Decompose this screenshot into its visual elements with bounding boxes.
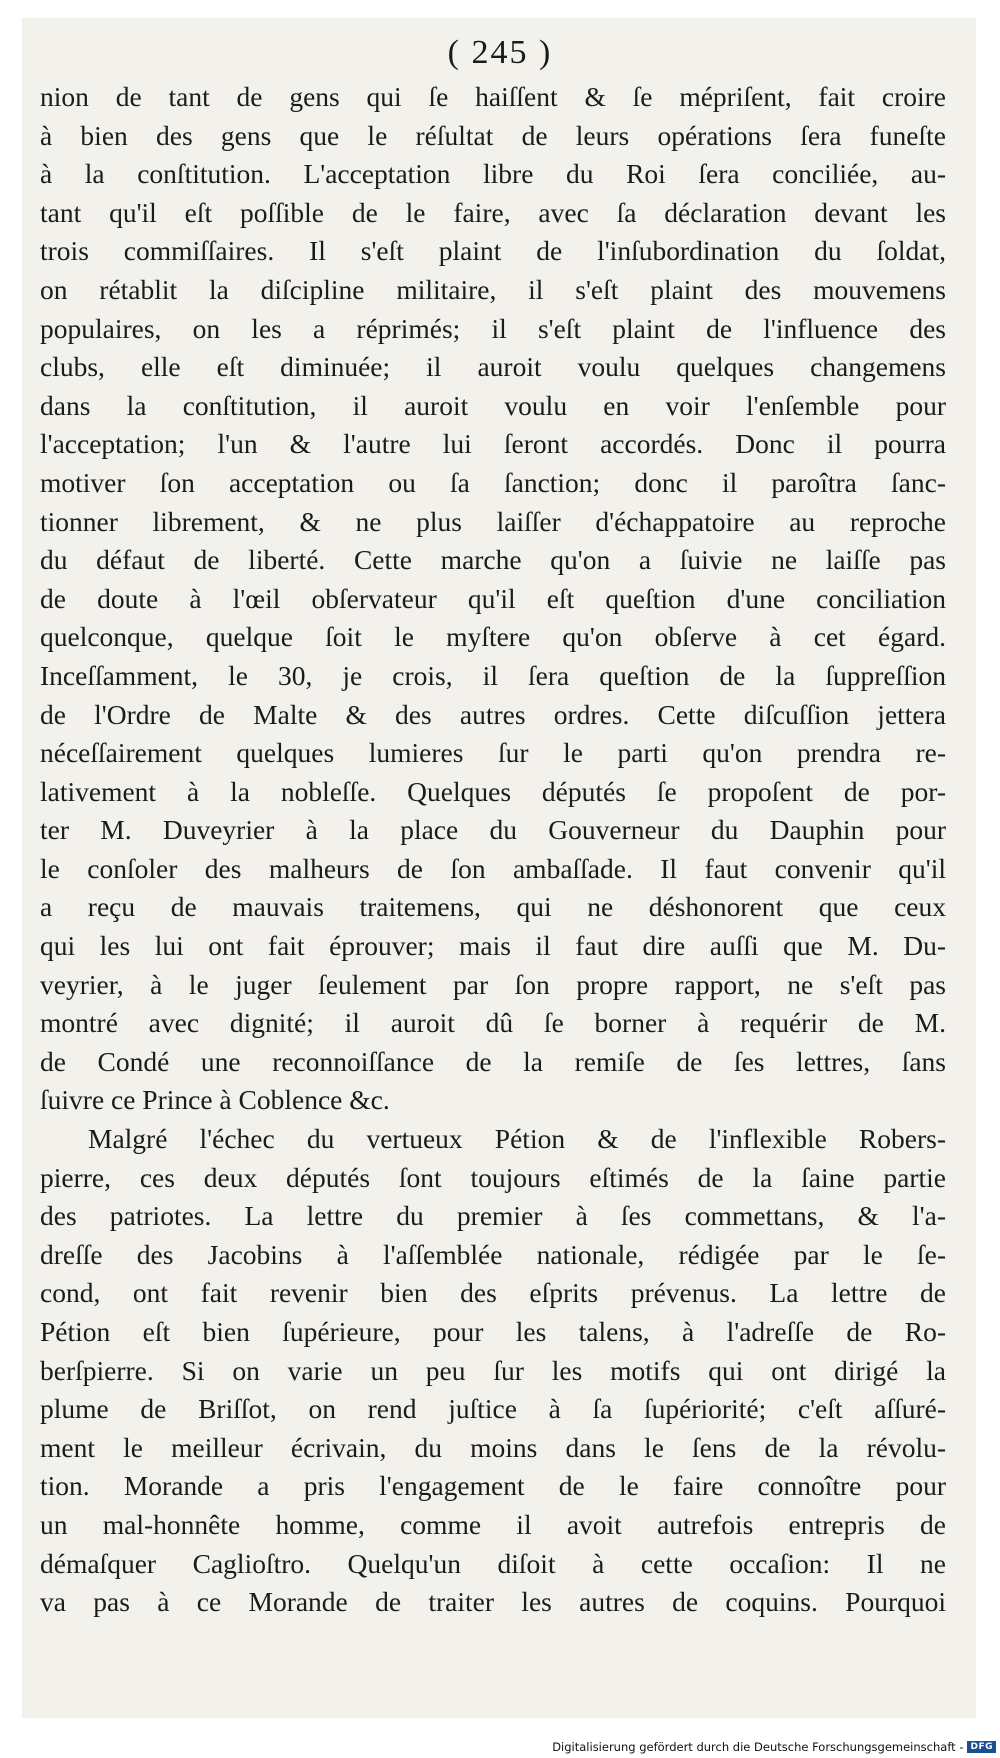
text-line: Inceſſamment, le 30, je crois, il ſera queſtion de la ſuppreſſion (40, 659, 946, 691)
digitization-credit (552, 1740, 996, 1754)
text-line: cond, ont fait revenir bien des eſprits prévenus. La lettre de (40, 1277, 946, 1309)
text-line: populaires, on les a réprimés; il s'eſt plaint de l'influence des (40, 312, 946, 344)
text-line: clubs, elle eſt diminuée; il auroit voulu quelques changemens (40, 351, 946, 383)
text-line: berſpierre. Si on varie un peu ſur les motifs qui ont dirigé la (40, 1354, 946, 1386)
text-line: le conſoler des malheurs de ſon ambaſſade. Il faut convenir qu'il (40, 852, 946, 884)
text-line: de Condé une reconnoiſſance de la remiſe de ſes lettres, ſans (40, 1045, 946, 1077)
page-text (40, 78, 946, 1622)
text-line: ſuivre ce Prince à Coblence &c. (40, 1084, 390, 1116)
text-line: un mal-honnête homme, comme il avoit autrefois entrepris de (40, 1508, 946, 1540)
text-line: qui les lui ont fait éprouver; mais il faut dire auſſi que M. Du- (40, 930, 946, 962)
text-line: de doute à l'œil obſervateur qu'il eſt queſtion d'une conciliation (40, 582, 946, 614)
text-line: quelconque, quelque ſoit le myſtere qu'on obſerve à cet égard. (40, 621, 946, 653)
text-line: ment le meilleur écrivain, du moins dans le ſens de la révolu- (40, 1431, 946, 1463)
text-line: a reçu de mauvais traitemens, qui ne déshonorent que ceux (40, 891, 946, 923)
text-line: lativement à la nobleſſe. Quelques députés ſe propoſent de por- (40, 775, 946, 807)
text-line: tion. Morande a pris l'engagement de le faire connoître pour (40, 1470, 946, 1502)
text-line: néceſſairement quelques lumieres ſur le parti qu'on prendra re- (40, 737, 946, 769)
dfg-logo: DFG (967, 1741, 996, 1753)
text-line: démaſquer Caglioſtro. Quelqu'un diſoit à cette occaſion: Il ne (40, 1547, 946, 1579)
text-line: du défaut de liberté. Cette marche qu'on a ſuivie ne laiſſe pas (40, 544, 946, 576)
text-line: pierre, ces deux députés ſont toujours eſtimés de la ſaine partie (40, 1161, 946, 1193)
text-line: plume de Briſſot, on rend juſtice à ſa ſupériorité; c'eſt aſſuré- (40, 1393, 946, 1425)
text-line: nion de tant de gens qui ſe haiſſent & ſe mépriſent, fait croire (40, 81, 946, 112)
text-line: dreſſe des Jacobins à l'aſſemblée nationale, rédigée par le ſe- (40, 1238, 946, 1270)
page-number: ( 245 ) (447, 34, 553, 71)
text-line: à la conſtitution. L'acceptation libre du Roi ſera conciliée, au- (40, 158, 946, 190)
text-line: Pétion eſt bien ſupérieure, pour les talens, à l'adreſſe de Ro- (40, 1316, 946, 1347)
text-line: ter M. Duveyrier à la place du Gouverneur du Dauphin pour (40, 814, 946, 846)
text-line: va pas à ce Morande de traiter les autres de coquins. Pourquoi (40, 1586, 946, 1618)
text-line: tant qu'il eſt poſſible de le faire, avec ſa déclaration devant les (40, 196, 946, 228)
text-line: l'acceptation; l'un & l'autre lui ſeront accordés. Donc il pourra (40, 428, 946, 460)
text-line: tionner librement, & ne plus laiſſer d'échappatoire au reproche (40, 505, 946, 537)
credit-text: Digitalisierung gefördert durch die Deutsche Forschungsgemeinschaft - (552, 1740, 964, 1754)
text-line: Malgré l'échec du vertueux Pétion & de l'inflexible Robers- (88, 1123, 946, 1155)
text-line: montré avec dignité; il auroit dû ſe borner à requérir de M. (40, 1007, 946, 1039)
text-line: des patriotes. La lettre du premier à ſes commettans, & l'a- (40, 1200, 946, 1232)
text-line: à bien des gens que le réſultat de leurs opérations ſera funeſte (40, 119, 946, 151)
text-line: dans la conſtitution, il auroit voulu en voir l'enſemble pour (40, 389, 946, 421)
text-line: de l'Ordre de Malte & des autres ordres. Cette diſcuſſion jettera (40, 698, 946, 730)
text-line: motiver ſon acceptation ou ſa ſanction; donc il paroîtra ſanc- (40, 466, 946, 498)
text-line: on rétablit la diſcipline militaire, il s'eſt plaint des mouvemens (40, 273, 946, 305)
text-line: veyrier, à le juger ſeulement par ſon propre rapport, ne s'eſt pas (40, 968, 946, 1000)
text-line: trois commiſſaires. Il s'eſt plaint de l'inſubordination du ſoldat, (40, 235, 946, 267)
